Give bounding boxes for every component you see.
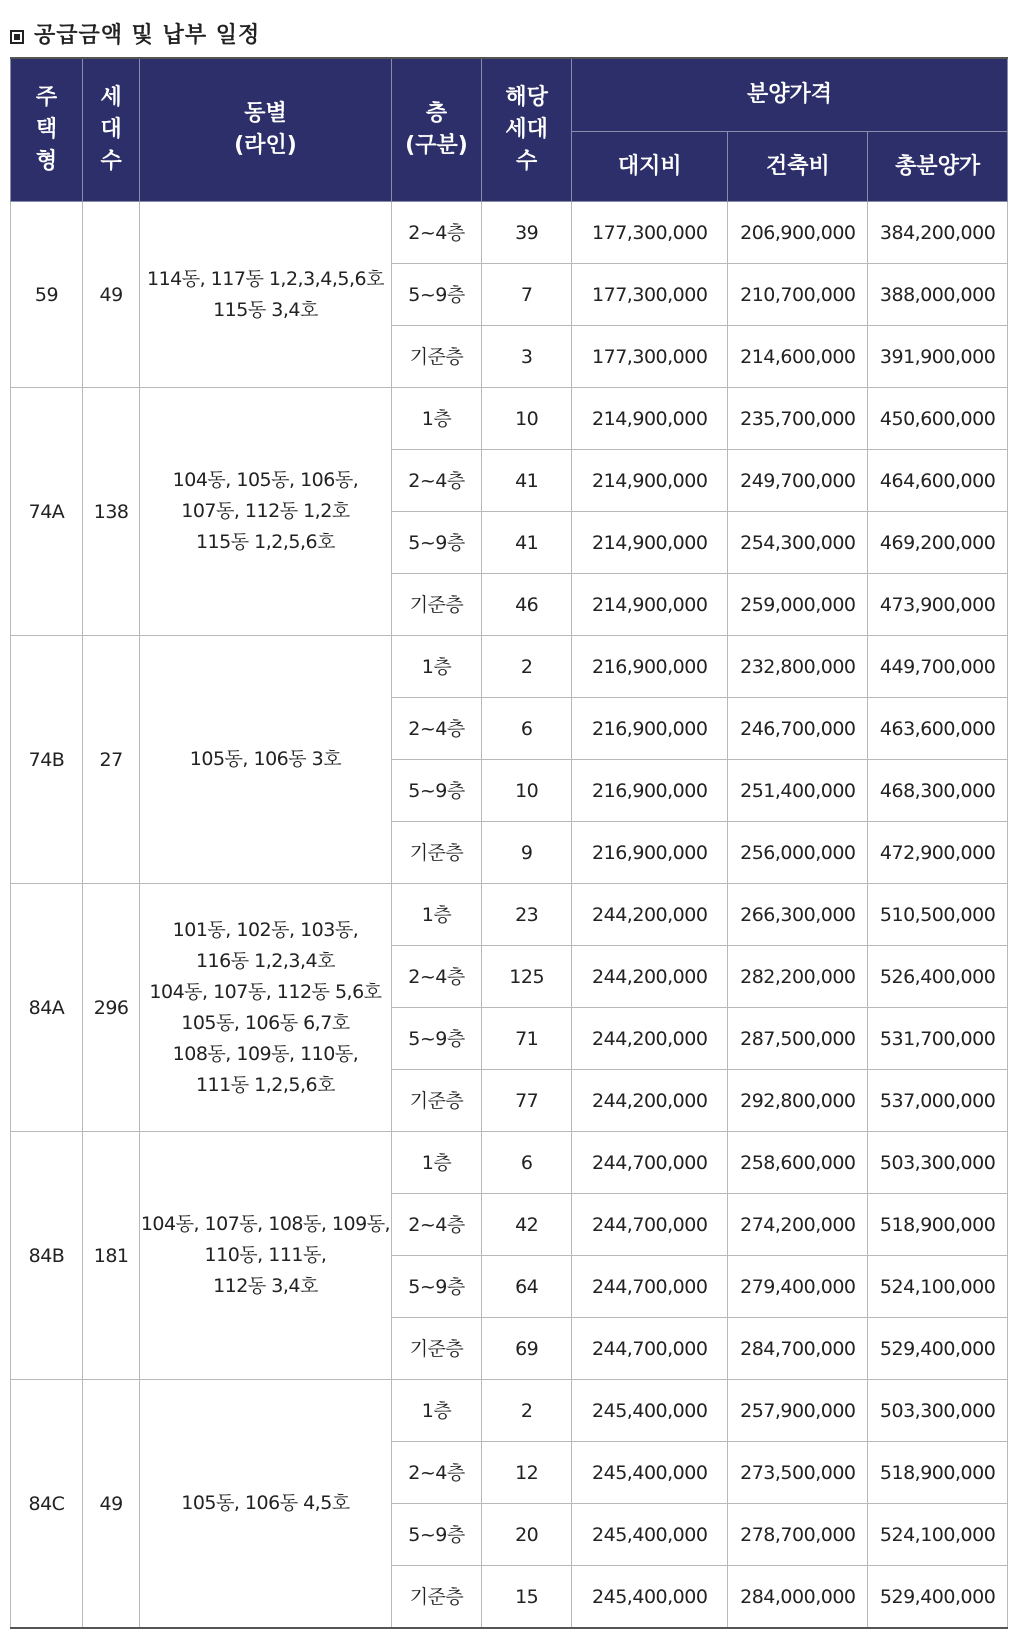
cell-build: 273,500,000 [728, 1442, 868, 1504]
cell-floor: 5~9층 [391, 760, 482, 822]
cell-land: 177,300,000 [572, 202, 728, 264]
cell-floor: 1층 [391, 636, 482, 698]
cell-total: 503,300,000 [868, 1132, 1008, 1194]
cell-dong: 114동, 117동 1,2,3,4,5,6호 115동 3,4호 [140, 202, 391, 388]
cell-land: 216,900,000 [572, 822, 728, 884]
cell-total: 468,300,000 [868, 760, 1008, 822]
cell-build: 282,200,000 [728, 946, 868, 1008]
cell-build: 284,000,000 [728, 1566, 868, 1629]
cell-total: 388,000,000 [868, 264, 1008, 326]
cell-total: 391,900,000 [868, 326, 1008, 388]
cell-land: 214,900,000 [572, 574, 728, 636]
cell-units: 27 [82, 636, 139, 884]
cell-count: 2 [482, 1380, 572, 1442]
cell-type: 74A [11, 388, 83, 636]
cell-dong: 105동, 106동 4,5호 [140, 1380, 391, 1629]
cell-total: 450,600,000 [868, 388, 1008, 450]
cell-build: 246,700,000 [728, 698, 868, 760]
cell-build: 251,400,000 [728, 760, 868, 822]
table-row [11, 202, 1008, 264]
cell-total: 524,100,000 [868, 1256, 1008, 1318]
cell-floor: 2~4층 [391, 1442, 482, 1504]
header-land: 대지비 [572, 132, 728, 202]
cell-build: 232,800,000 [728, 636, 868, 698]
cell-floor: 5~9층 [391, 1008, 482, 1070]
cell-build: 259,000,000 [728, 574, 868, 636]
cell-land: 245,400,000 [572, 1504, 728, 1566]
header-total: 총분양가 [868, 132, 1008, 202]
cell-floor: 1층 [391, 1380, 482, 1442]
cell-type: 84B [11, 1132, 83, 1380]
cell-count: 69 [482, 1318, 572, 1380]
cell-floor: 기준층 [391, 1070, 482, 1132]
cell-total: 510,500,000 [868, 884, 1008, 946]
cell-land: 216,900,000 [572, 760, 728, 822]
cell-floor: 1층 [391, 1132, 482, 1194]
cell-count: 10 [482, 760, 572, 822]
cell-count: 2 [482, 636, 572, 698]
cell-total: 526,400,000 [868, 946, 1008, 1008]
cell-land: 244,700,000 [572, 1318, 728, 1380]
header-units: 세 대 수 [82, 58, 139, 202]
cell-type: 84C [11, 1380, 83, 1629]
cell-count: 77 [482, 1070, 572, 1132]
cell-count: 41 [482, 512, 572, 574]
cell-count: 15 [482, 1566, 572, 1629]
section-title-text: 공급금액 및 납부 일정 [34, 23, 261, 48]
cell-build: 258,600,000 [728, 1132, 868, 1194]
cell-total: 531,700,000 [868, 1008, 1008, 1070]
cell-land: 244,200,000 [572, 884, 728, 946]
cell-build: 210,700,000 [728, 264, 868, 326]
cell-count: 20 [482, 1504, 572, 1566]
cell-build: 284,700,000 [728, 1318, 868, 1380]
cell-floor: 5~9층 [391, 512, 482, 574]
cell-count: 6 [482, 698, 572, 760]
table-row [11, 388, 1008, 450]
cell-dong: 105동, 106동 3호 [140, 636, 391, 884]
table-row [11, 1132, 1008, 1194]
cell-count: 46 [482, 574, 572, 636]
header-dong: 동별 (라인) [140, 58, 391, 202]
cell-land: 216,900,000 [572, 636, 728, 698]
cell-build: 214,600,000 [728, 326, 868, 388]
cell-total: 472,900,000 [868, 822, 1008, 884]
cell-type: 59 [11, 202, 83, 388]
cell-floor: 5~9층 [391, 1256, 482, 1318]
cell-build: 256,000,000 [728, 822, 868, 884]
cell-dong: 104동, 105동, 106동, 107동, 112동 1,2호 115동 1,2,5,6호 [140, 388, 391, 636]
cell-build: 279,400,000 [728, 1256, 868, 1318]
cell-total: 449,700,000 [868, 636, 1008, 698]
cell-units: 138 [82, 388, 139, 636]
cell-build: 249,700,000 [728, 450, 868, 512]
cell-floor: 기준층 [391, 822, 482, 884]
table-row [11, 884, 1008, 946]
cell-build: 292,800,000 [728, 1070, 868, 1132]
cell-units: 296 [82, 884, 139, 1132]
header-count: 해당 세대 수 [482, 58, 572, 202]
cell-floor: 2~4층 [391, 202, 482, 264]
cell-land: 214,900,000 [572, 388, 728, 450]
cell-build: 266,300,000 [728, 884, 868, 946]
cell-total: 518,900,000 [868, 1442, 1008, 1504]
cell-count: 42 [482, 1194, 572, 1256]
header-build: 건축비 [728, 132, 868, 202]
cell-count: 39 [482, 202, 572, 264]
price-table [10, 57, 1008, 1629]
cell-floor: 1층 [391, 884, 482, 946]
cell-land: 244,700,000 [572, 1194, 728, 1256]
cell-build: 235,700,000 [728, 388, 868, 450]
section-title [10, 18, 260, 49]
cell-floor: 5~9층 [391, 264, 482, 326]
cell-units: 49 [82, 1380, 139, 1629]
cell-total: 537,000,000 [868, 1070, 1008, 1132]
cell-build: 278,700,000 [728, 1504, 868, 1566]
cell-count: 3 [482, 326, 572, 388]
cell-land: 245,400,000 [572, 1442, 728, 1504]
cell-total: 384,200,000 [868, 202, 1008, 264]
cell-total: 529,400,000 [868, 1566, 1008, 1629]
cell-build: 274,200,000 [728, 1194, 868, 1256]
cell-type: 74B [11, 636, 83, 884]
cell-floor: 기준층 [391, 1318, 482, 1380]
table-row [11, 1380, 1008, 1442]
cell-count: 10 [482, 388, 572, 450]
header-floor: 층 (구분) [391, 58, 482, 202]
header-price: 분양가격 [572, 58, 1008, 132]
cell-units: 181 [82, 1132, 139, 1380]
cell-count: 41 [482, 450, 572, 512]
cell-land: 244,200,000 [572, 1070, 728, 1132]
cell-land: 177,300,000 [572, 326, 728, 388]
header-type: 주 택 형 [11, 58, 83, 202]
cell-build: 254,300,000 [728, 512, 868, 574]
cell-total: 518,900,000 [868, 1194, 1008, 1256]
cell-floor: 2~4층 [391, 450, 482, 512]
cell-floor: 기준층 [391, 1566, 482, 1629]
table-row [11, 636, 1008, 698]
cell-build: 206,900,000 [728, 202, 868, 264]
cell-count: 6 [482, 1132, 572, 1194]
cell-count: 23 [482, 884, 572, 946]
cell-land: 245,400,000 [572, 1380, 728, 1442]
cell-land: 245,400,000 [572, 1566, 728, 1629]
cell-build: 287,500,000 [728, 1008, 868, 1070]
cell-count: 12 [482, 1442, 572, 1504]
cell-land: 244,700,000 [572, 1132, 728, 1194]
cell-total: 524,100,000 [868, 1504, 1008, 1566]
cell-type: 84A [11, 884, 83, 1132]
cell-count: 9 [482, 822, 572, 884]
cell-total: 464,600,000 [868, 450, 1008, 512]
cell-count: 64 [482, 1256, 572, 1318]
cell-land: 216,900,000 [572, 698, 728, 760]
cell-total: 503,300,000 [868, 1380, 1008, 1442]
cell-dong: 104동, 107동, 108동, 109동, 110동, 111동, 112동 3,4호 [140, 1132, 391, 1380]
cell-floor: 기준층 [391, 574, 482, 636]
cell-land: 214,900,000 [572, 512, 728, 574]
cell-dong: 101동, 102동, 103동, 116동 1,2,3,4호 104동, 107동, 112동 5,6호 105동, 106동 6,7호 108동, 109동, 110동, 111동 1,2,5,6호 [140, 884, 391, 1132]
cell-floor: 2~4층 [391, 946, 482, 1008]
cell-count: 71 [482, 1008, 572, 1070]
cell-floor: 1층 [391, 388, 482, 450]
cell-total: 473,900,000 [868, 574, 1008, 636]
cell-floor: 5~9층 [391, 1504, 482, 1566]
cell-count: 125 [482, 946, 572, 1008]
cell-land: 244,200,000 [572, 946, 728, 1008]
square-bullet-icon [10, 30, 24, 44]
cell-total: 469,200,000 [868, 512, 1008, 574]
cell-build: 257,900,000 [728, 1380, 868, 1442]
cell-land: 244,700,000 [572, 1256, 728, 1318]
cell-count: 7 [482, 264, 572, 326]
cell-units: 49 [82, 202, 139, 388]
cell-floor: 2~4층 [391, 1194, 482, 1256]
cell-total: 463,600,000 [868, 698, 1008, 760]
cell-land: 244,200,000 [572, 1008, 728, 1070]
cell-floor: 2~4층 [391, 698, 482, 760]
cell-floor: 기준층 [391, 326, 482, 388]
cell-land: 214,900,000 [572, 450, 728, 512]
cell-land: 177,300,000 [572, 264, 728, 326]
cell-total: 529,400,000 [868, 1318, 1008, 1380]
